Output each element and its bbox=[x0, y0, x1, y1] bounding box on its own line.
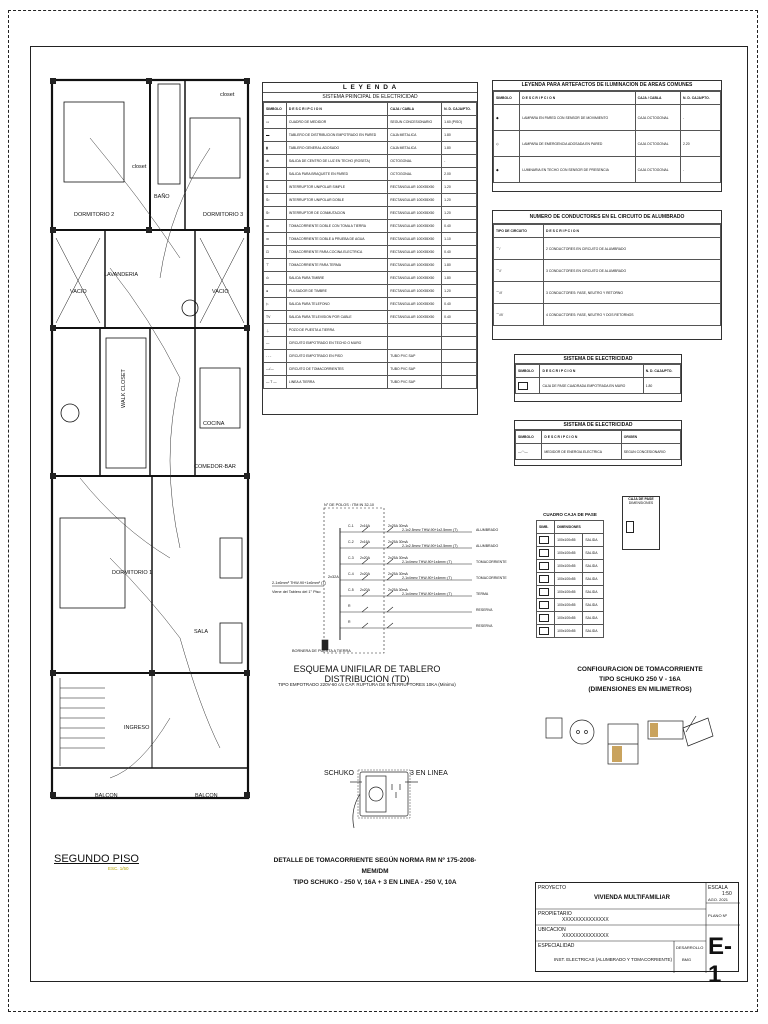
circuit-id: C-1 bbox=[348, 524, 354, 528]
table-cell: CAJA METALICA bbox=[388, 129, 442, 142]
table-row bbox=[537, 573, 604, 586]
legend-symbol-icon: —/— bbox=[264, 363, 287, 376]
table-row bbox=[264, 116, 477, 129]
legend-symbol-icon: ▷ bbox=[264, 298, 287, 311]
caja-pase-detail bbox=[622, 496, 660, 550]
table-cell: 3 CONDUCTORES: FASE, NEUTRO Y RETORNO bbox=[544, 282, 721, 304]
table-cell: - bbox=[442, 155, 477, 168]
table-row bbox=[264, 376, 477, 389]
table-cell: RECTANGULAR 100X55X50 bbox=[388, 181, 442, 194]
table-cell: SALIDA bbox=[583, 534, 604, 547]
areas-header: N. D. CAJA/PTO. bbox=[681, 92, 721, 105]
circuit-diff: 2x25A 30mA bbox=[388, 540, 408, 544]
table-cell: 3 CONDUCTORES EN CIRCUITO DE ALUMBRADO bbox=[544, 260, 721, 282]
table-cell: TUBO PVC SAP bbox=[388, 363, 442, 376]
box-symbol-icon bbox=[537, 586, 555, 599]
table-cell: SALIDA PARA BRAQUETE EN PARED bbox=[286, 168, 387, 181]
table-cell: 1.20 bbox=[442, 194, 477, 207]
table-cell bbox=[388, 324, 442, 337]
legend-symbol-icon: - - - bbox=[264, 350, 287, 363]
unifilar-diagram bbox=[262, 500, 512, 660]
table-cell: RECTANGULAR 100X55X50 bbox=[388, 233, 442, 246]
legend-symbol-icon: ⚌ bbox=[264, 220, 287, 233]
table-cell: 2.00 bbox=[442, 168, 477, 181]
legend-symbol-icon: S bbox=[264, 181, 287, 194]
conductores-title: NUMERO DE CONDUCTORES EN EL CIRCUITO DE ALUMBRADO bbox=[493, 211, 721, 224]
table-cell: - bbox=[681, 157, 721, 183]
table-cell: TOMACORRIENTE DOBLE A PRUEBA DE AGUA bbox=[286, 233, 387, 246]
circuit-id: C-4 bbox=[348, 572, 354, 576]
el2-header: ORIGEN bbox=[621, 431, 680, 444]
table-cell: INTERRUPTOR UNIPOLAR DOBLE bbox=[286, 194, 387, 207]
table-cell: LUMINARIA EN TECHO CON SENSOR DE PRESENCIA bbox=[520, 157, 635, 183]
table-cell: CAJA OCTOGONAL bbox=[635, 131, 680, 157]
table-cell: POZO DE PUESTA A TIERRA bbox=[286, 324, 387, 337]
tb-propietario-label: PROPIETARIO bbox=[538, 911, 572, 917]
table-cell: LAMPARA DE EMERGENCIA ADOSADA EN PARED bbox=[520, 131, 635, 157]
table-cell: RECTANGULAR 100X55X50 bbox=[388, 298, 442, 311]
table-cell: CAJA DE PASE CUADRADA EMPOTRADA EN MURO bbox=[540, 378, 643, 394]
table-cell bbox=[442, 324, 477, 337]
room-closet-top: closet bbox=[220, 92, 235, 98]
table-cell: RECTANGULAR 100X55X50 bbox=[388, 194, 442, 207]
table-row bbox=[264, 155, 477, 168]
table-row bbox=[537, 547, 604, 560]
box-symbol-icon bbox=[537, 612, 555, 625]
room-dormitorio-2: DORMITORIO 2 bbox=[74, 212, 115, 218]
room-bano: BAÑO bbox=[154, 194, 170, 200]
table-cell: SALIDA bbox=[583, 599, 604, 612]
table-cell: RECTANGULAR 100X55X50 bbox=[388, 285, 442, 298]
conductores-table bbox=[492, 210, 722, 340]
table-cell: 2 CONDUCTORES EN CIRCUITO DE ALUMBRADO bbox=[544, 238, 721, 260]
circuit-cable: 2-1x4mm² THW-90+1x4mm² (T) bbox=[402, 560, 452, 564]
table-cell: - bbox=[681, 105, 721, 131]
detalle-line-2: TIPO SCHUKO - 250 V, 16A + 3 EN LINEA - 250 V, 10A bbox=[293, 879, 457, 886]
table-cell: 100x100x55 bbox=[555, 599, 583, 612]
table-cell: 100x100x55 bbox=[555, 534, 583, 547]
table-row bbox=[264, 233, 477, 246]
detalle-line-1: DETALLE DE TOMACORRIENTE SEGÚN NORMA RM Nº 175-2008-MEM/DM bbox=[273, 857, 477, 875]
circuit-use: TERMA bbox=[476, 592, 489, 596]
breaker-icon bbox=[362, 623, 368, 628]
legend-symbol-icon: ● bbox=[264, 285, 287, 298]
legend-symbol-icon: ⊖ bbox=[264, 168, 287, 181]
box-symbol-icon bbox=[537, 534, 555, 547]
table-cell bbox=[442, 350, 477, 363]
tb-escala-label: ESCALA bbox=[708, 885, 728, 891]
room-lavanderia: LAVANDERIA bbox=[104, 272, 139, 278]
circuit-use: ALUMBRADO bbox=[476, 528, 499, 532]
table-cell: 0.40 bbox=[442, 298, 477, 311]
room-dormitorio-3: DORMITORIO 3 bbox=[203, 212, 244, 218]
table-cell: 0.40 bbox=[442, 311, 477, 324]
electricidad-table-1 bbox=[514, 354, 682, 402]
room-closet-side: closet bbox=[132, 164, 147, 170]
tb-proyecto-label: PROYECTO bbox=[538, 885, 566, 891]
meter-icon: —◠— bbox=[516, 444, 542, 460]
lamp-icon: ◇ bbox=[494, 131, 520, 157]
table-row bbox=[537, 625, 604, 638]
table-cell bbox=[442, 376, 477, 389]
leyenda-subtitle: SISTEMA PRINCIPAL DE ELECTRICIDAD bbox=[263, 93, 477, 102]
table-row bbox=[264, 350, 477, 363]
circuit-diff: 2x25A 30mA bbox=[388, 524, 408, 528]
leyenda-header: SIMBOLO bbox=[264, 103, 287, 116]
conductores-header: TIPO DE CIRCUITO bbox=[494, 225, 544, 238]
table-cell: RECTANGULAR 100X55X50 bbox=[388, 246, 442, 259]
floor-title: SEGUNDO PISO bbox=[54, 853, 139, 865]
config-line-1: CONFIGURACION DE TOMACORRIENTE bbox=[577, 666, 703, 673]
el2-header: D E S C R I P C I O N bbox=[542, 431, 621, 444]
room-walk-closet: WALK CLOSET bbox=[121, 369, 127, 408]
circuit-symbol-icon: ⌒// bbox=[494, 260, 544, 282]
table-cell: PULSADOR DE TIMBRE bbox=[286, 285, 387, 298]
unifilar-title: ESQUEMA UNIFILAR DE TABLERO DISTRIBUCION (TD) bbox=[293, 664, 441, 684]
table-cell: TUBO PVC SAP bbox=[388, 350, 442, 363]
table-cell: SALIDA bbox=[583, 547, 604, 560]
table-cell: TUBO PVC SAP bbox=[388, 376, 442, 389]
tb-proyecto: VIVIENDA MULTIFAMILIAR bbox=[594, 895, 670, 901]
circuit-use: TOMACORRIENTE bbox=[476, 560, 507, 564]
table-cell: OCTOGONAL bbox=[388, 155, 442, 168]
table-row bbox=[537, 586, 604, 599]
table-cell: RECTANGULAR 100X55X50 bbox=[388, 259, 442, 272]
circuit-cable: 2-1x2.5mm² THW-90+1x2.5mm² (T) bbox=[402, 528, 458, 532]
circuit-diff: 2x25A 30mA bbox=[388, 588, 408, 592]
circuit-id: R bbox=[348, 620, 351, 624]
table-row bbox=[264, 337, 477, 350]
leyenda-header: N. D. CAJA/PTO. bbox=[442, 103, 477, 116]
table-row bbox=[264, 142, 477, 155]
leyenda-title: L E Y E N D A bbox=[263, 83, 477, 93]
differential-icon bbox=[387, 607, 393, 612]
legend-symbol-icon: ▭ bbox=[264, 116, 287, 129]
table-row bbox=[264, 272, 477, 285]
tb-especialidad-label: ESPECIALIDAD bbox=[538, 943, 575, 949]
table-cell: INTERRUPTOR UNIPOLAR SIMPLE bbox=[286, 181, 387, 194]
caja-pase-icon bbox=[626, 521, 634, 533]
room-dormitorio-1: DORMITORIO 1 bbox=[112, 570, 153, 576]
areas-header: D E S C R I P C I O N bbox=[520, 92, 635, 105]
legend-symbol-icon: ▬ bbox=[264, 129, 287, 142]
table-cell bbox=[388, 337, 442, 350]
circuit-id: C-3 bbox=[348, 556, 354, 560]
floor-plan bbox=[50, 78, 250, 800]
circuit-id: C-2 bbox=[348, 540, 354, 544]
circuit-id: C-5 bbox=[348, 588, 354, 592]
table-cell: TOMACORRIENTE PARA COCINA ELECTRICA bbox=[286, 246, 387, 259]
legend-symbol-icon: — T — bbox=[264, 376, 287, 389]
table-row bbox=[264, 129, 477, 142]
el2-header: SIMBOLO bbox=[516, 431, 542, 444]
lamp-icon: ◆ bbox=[494, 157, 520, 183]
config-line-3: (DIMENSIONES EN MILIMETROS) bbox=[588, 686, 692, 693]
table-row bbox=[537, 560, 604, 573]
table-cell: CAJA METALICA bbox=[388, 142, 442, 155]
unifilar-ground: BORNERA DE PUESTA A TIERRA bbox=[292, 649, 351, 653]
table-cell: CAJA OCTOGONAL bbox=[635, 105, 680, 131]
el1-header: N. D. CAJA/PTO. bbox=[643, 365, 680, 378]
circuit-cable: 2-1x4mm² THW-90+1x4mm² (T) bbox=[402, 576, 452, 580]
table-cell: OCTOGONAL bbox=[388, 168, 442, 181]
circuit-breaker: 2x20A bbox=[360, 588, 370, 592]
table-cell: TOMACORRIENTE DOBLE CON TOMA A TIERRA bbox=[286, 220, 387, 233]
differential-icon bbox=[387, 623, 393, 628]
unifilar-main-feed: 2-1x6mm² THW-90+1x6mm² (T) bbox=[272, 581, 326, 585]
table-row bbox=[537, 534, 604, 547]
unifilar-from: Viene del Tablero del 1° Piso bbox=[272, 590, 321, 594]
room-vacio-right: VACIO bbox=[212, 289, 229, 295]
circuit-breaker: 2x16A bbox=[360, 540, 370, 544]
legend-symbol-icon: ▮ bbox=[264, 142, 287, 155]
table-cell: 1.10 bbox=[442, 233, 477, 246]
areas-header: CAJA / CABLA bbox=[635, 92, 680, 105]
room-balcon-left: BALCON bbox=[95, 793, 118, 799]
table-cell bbox=[442, 337, 477, 350]
table-cell: 0.40 bbox=[442, 246, 477, 259]
table-cell: 1.20 bbox=[442, 207, 477, 220]
circuit-diff: 2x25A 30mA bbox=[388, 556, 408, 560]
leyenda-header: CAJA / CABLA bbox=[388, 103, 442, 116]
circuit-use: ALUMBRADO bbox=[476, 544, 499, 548]
tb-especialidad: INST. ELECTRICAS (ALUMBRADO Y TOMACORRIENTE) bbox=[554, 957, 672, 962]
legend-symbol-icon: ⊤ bbox=[264, 259, 287, 272]
cuadro-cajas-table bbox=[536, 510, 604, 638]
table-row bbox=[264, 220, 477, 233]
legend-symbol-icon: S² bbox=[264, 194, 287, 207]
tb-lamina: E-1 bbox=[708, 933, 732, 988]
junction-box-icon bbox=[516, 378, 540, 394]
config-line-2: TIPO SCHUKO 250 V - 16A bbox=[599, 676, 681, 683]
table-cell: SALIDA PARA TELEFONO bbox=[286, 298, 387, 311]
table-cell: 100x100x55 bbox=[555, 586, 583, 599]
areas-comunes-table bbox=[492, 80, 722, 192]
tb-escala: 1:50 bbox=[722, 891, 732, 897]
table-row bbox=[264, 363, 477, 376]
table-cell: TOMACORRIENTE PARA TERMA bbox=[286, 259, 387, 272]
table-cell: 100x100x55 bbox=[555, 573, 583, 586]
table-cell: 100x100x55 bbox=[555, 547, 583, 560]
cajas-header: SIMB. bbox=[537, 521, 555, 534]
table-cell: 0.40 bbox=[442, 220, 477, 233]
circuit-diff: 2x25A 30mA bbox=[388, 572, 408, 576]
table-cell: 100x100x55 bbox=[555, 560, 583, 573]
breaker-icon bbox=[362, 607, 368, 612]
table-cell: LAMPARA EN PARED CON SENSOR DE MOVIMIENTO bbox=[520, 105, 635, 131]
leyenda-table bbox=[262, 82, 478, 415]
legend-symbol-icon: ⏚ bbox=[264, 324, 287, 337]
table-cell: SALIDA bbox=[583, 560, 604, 573]
room-balcon-right: BALCON bbox=[195, 793, 218, 799]
detalle-en-linea-label: 3 EN LINEA bbox=[410, 770, 448, 777]
circuit-breaker: 2x20A bbox=[360, 556, 370, 560]
table-cell: 4 CONDUCTORES: FASE, NEUTRO Y DOS RETORNOS bbox=[544, 304, 721, 326]
electricidad-title-2: SISTEMA DE ELECTRICIDAD bbox=[515, 421, 681, 430]
table-cell: SALIDA bbox=[583, 612, 604, 625]
table-cell: SALIDA bbox=[583, 573, 604, 586]
config-title bbox=[560, 665, 720, 695]
room-sala: SALA bbox=[194, 629, 209, 635]
circuit-use: RESERVA bbox=[476, 608, 493, 612]
table-cell: SEGUN CONCESIONARIO bbox=[388, 116, 442, 129]
box-symbol-icon bbox=[537, 599, 555, 612]
circuit-breaker: 2x16A bbox=[360, 524, 370, 528]
caja-pase-sub: DIMENSIONES bbox=[628, 501, 654, 505]
table-cell bbox=[442, 363, 477, 376]
tb-dibujo-label: DESARROLLO bbox=[676, 945, 704, 950]
tb-ubicacion: XXXXXXXXXXXXXX bbox=[562, 933, 609, 939]
table-cell: 100x100x55 bbox=[555, 625, 583, 638]
table-cell: 1.80 bbox=[442, 142, 477, 155]
table-cell: 1.80 bbox=[442, 129, 477, 142]
table-cell: 1.20 bbox=[442, 181, 477, 194]
room-ingreso: INGRESO bbox=[124, 725, 150, 731]
tb-ubicacion-label: UBICACION bbox=[538, 927, 566, 933]
table-cell: 1.80 bbox=[643, 378, 680, 394]
schuko-drawing bbox=[538, 706, 738, 786]
tomacorriente-detail bbox=[330, 760, 450, 840]
table-cell: 1.20 bbox=[442, 285, 477, 298]
table-cell: INTERRUPTOR DE CONMUTACION bbox=[286, 207, 387, 220]
electricidad-table-2 bbox=[514, 420, 682, 466]
table-cell: CAJA OCTOGONAL bbox=[635, 157, 680, 183]
table-cell: LINEA A TIERRA bbox=[286, 376, 387, 389]
table-cell: CIRCUITO DE TOMACORRIENTES bbox=[286, 363, 387, 376]
table-cell: SALIDA bbox=[583, 586, 604, 599]
table-row bbox=[264, 311, 477, 324]
caja-pase-title: CAJA DE PASE bbox=[628, 497, 654, 501]
table-cell: CIRCUITO EMPOTRADO EN TECHO O MURO bbox=[286, 337, 387, 350]
table-cell: MEDIDOR DE ENERGIA ELECTRICA bbox=[542, 444, 621, 460]
table-row bbox=[264, 298, 477, 311]
tb-propietario: XXXXXXXXXXXXXX bbox=[562, 917, 609, 923]
table-row bbox=[264, 285, 477, 298]
leyenda-header: D E S C R I P C I O N bbox=[286, 103, 387, 116]
circuit-cable: 2-1x4mm² THW-90+1x4mm² (T) bbox=[402, 592, 452, 596]
table-cell: 1.60 (PISO) bbox=[442, 116, 477, 129]
table-row bbox=[264, 194, 477, 207]
tb-dibujo: BMG bbox=[682, 957, 692, 962]
room-cocina: COCINA bbox=[203, 421, 225, 427]
circuit-id: R bbox=[348, 604, 351, 608]
table-cell: 1.80 bbox=[442, 259, 477, 272]
box-symbol-icon bbox=[537, 547, 555, 560]
detalle-schuko-label: SCHUKO bbox=[324, 770, 354, 777]
legend-symbol-icon: ⊡ bbox=[264, 246, 287, 259]
table-cell: RECTANGULAR 100X55X50 bbox=[388, 207, 442, 220]
table-cell: SEGUN CONCESIONARIO bbox=[621, 444, 680, 460]
electricidad-title-1: SISTEMA DE ELECTRICIDAD bbox=[515, 355, 681, 364]
table-cell: TABLERO DE DISTRIBUCION EMPOTRADO EN PARED bbox=[286, 129, 387, 142]
legend-symbol-icon: TV bbox=[264, 311, 287, 324]
tb-fecha: AGO. 2021 bbox=[708, 897, 729, 902]
table-row bbox=[264, 246, 477, 259]
table-cell: TABLERO GENERAL ADOSADO bbox=[286, 142, 387, 155]
detalle-caption bbox=[270, 855, 480, 888]
unifilar-subtitle: TIPO EMPOTRADO 220V-60 c/s CAP. RUPTURA DE INTERRUPTORES 10KA (Minimo) bbox=[278, 682, 456, 687]
circuit-cable: 2-1x2.5mm² THW-90+1x2.5mm² (T) bbox=[402, 544, 458, 548]
table-cell: 100x100x55 bbox=[555, 612, 583, 625]
table-cell: SALIDA PARA TELEVISION POR CABLE bbox=[286, 311, 387, 324]
table-row bbox=[264, 207, 477, 220]
el1-header: SIMBOLO bbox=[516, 365, 540, 378]
table-cell: SALIDA DE CENTRO DE LUZ EN TECHO (ROSETA) bbox=[286, 155, 387, 168]
title-block bbox=[535, 882, 739, 988]
table-cell: 2.20 bbox=[681, 131, 721, 157]
cuadro-cajas-title: CUADRO CAJA DE PASE bbox=[543, 512, 597, 517]
conductores-header: D E S C R I P C I O N bbox=[544, 225, 721, 238]
circuit-breaker: 2x20A bbox=[360, 572, 370, 576]
legend-symbol-icon: ⊙ bbox=[264, 272, 287, 285]
areas-comunes-title: LEYENDA PARA ARTEFACTOS DE ILUMINACION DE AREAS COMUNES bbox=[493, 81, 721, 91]
table-row bbox=[264, 168, 477, 181]
floor-scale: ESC. 1/50 bbox=[108, 866, 129, 871]
box-symbol-icon bbox=[537, 625, 555, 638]
table-row bbox=[264, 324, 477, 337]
cajas-header: DIMENSIONES bbox=[555, 521, 604, 534]
box-symbol-icon bbox=[537, 573, 555, 586]
circuit-symbol-icon: ⌒//// bbox=[494, 304, 544, 326]
table-cell: RECTANGULAR 100X55X50 bbox=[388, 272, 442, 285]
table-cell: SALIDA PARA TIMBRE bbox=[286, 272, 387, 285]
room-comedor-bar: COMEDOR-BAR bbox=[194, 464, 236, 470]
unifilar-main-breaker: 2x32A bbox=[328, 575, 339, 579]
table-row bbox=[264, 181, 477, 194]
legend-symbol-icon: ⚌ bbox=[264, 233, 287, 246]
table-cell: RECTANGULAR 100X55X50 bbox=[388, 220, 442, 233]
lamp-icon: ◆ bbox=[494, 105, 520, 131]
table-cell: RECTANGULAR 100X55X50 bbox=[388, 311, 442, 324]
circuit-use: RESERVA bbox=[476, 624, 493, 628]
legend-symbol-icon: — bbox=[264, 337, 287, 350]
areas-header: SIMBOLO bbox=[494, 92, 520, 105]
legend-symbol-icon: ⊕ bbox=[264, 155, 287, 168]
box-symbol-icon bbox=[537, 560, 555, 573]
table-cell: 1.80 bbox=[442, 272, 477, 285]
circuit-use: TOMACORRIENTE bbox=[476, 576, 507, 580]
room-vacio-left: VACIO bbox=[70, 289, 87, 295]
table-row bbox=[264, 259, 477, 272]
table-cell: SALIDA bbox=[583, 625, 604, 638]
table-cell: CUADRO DE MEDIDOR bbox=[286, 116, 387, 129]
table-row bbox=[537, 599, 604, 612]
unifilar-top-label: N° DE POLOS : ITM IN 32-10 bbox=[324, 503, 375, 507]
el1-header: D E S C R I P C I O N bbox=[540, 365, 643, 378]
table-row bbox=[537, 612, 604, 625]
circuit-symbol-icon: ⌒/// bbox=[494, 282, 544, 304]
circuit-symbol-icon: ⌒/ bbox=[494, 238, 544, 260]
legend-symbol-icon: S³ bbox=[264, 207, 287, 220]
tb-plano-label: PLANO Nº bbox=[708, 913, 728, 918]
table-cell: CIRCUITO EMPOTRADO EN PISO bbox=[286, 350, 387, 363]
